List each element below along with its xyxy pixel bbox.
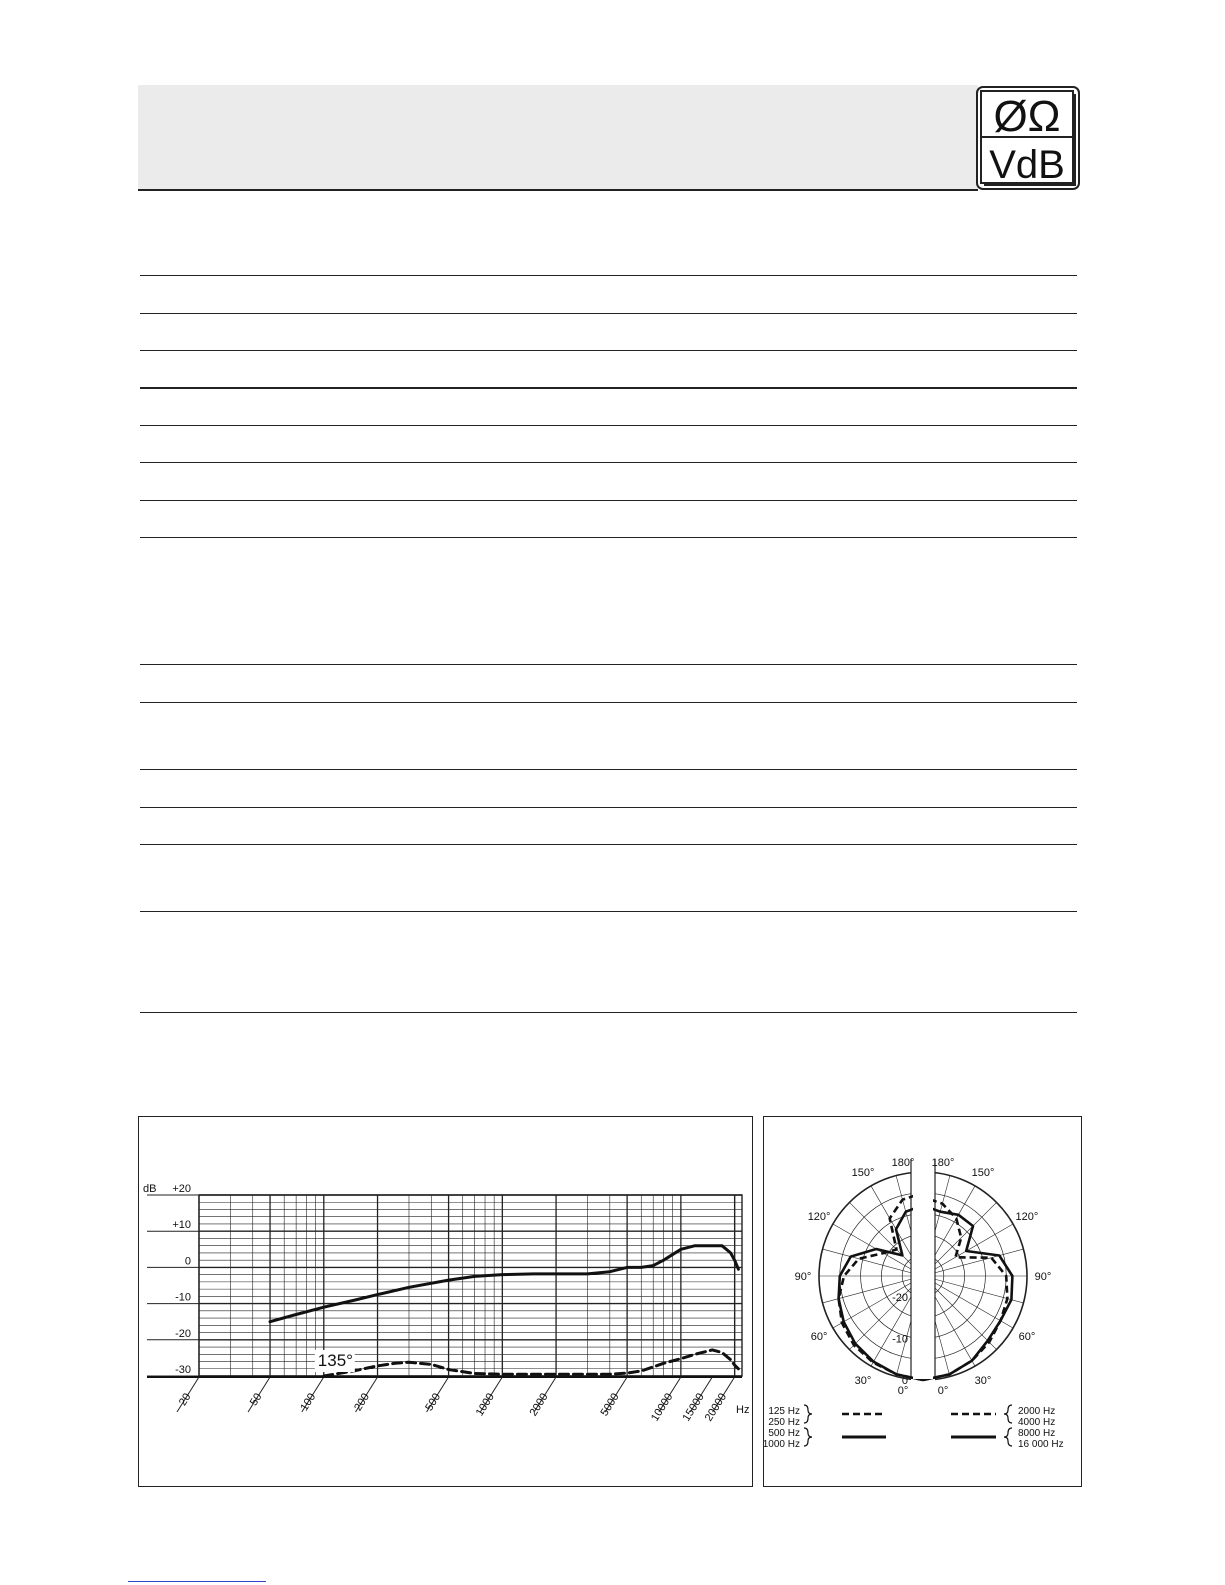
logo-bottom-text: VdB [989, 143, 1065, 187]
polar-series [839, 1159, 1013, 1380]
legend-label: 4000 Hz [1018, 1417, 1056, 1428]
frequency-response-chart [139, 1117, 752, 1486]
legend-brace [1004, 1405, 1012, 1423]
x-tick-label: 50 [247, 1391, 265, 1408]
series-line-0 [270, 1246, 738, 1322]
x-tick-label: 200 [352, 1391, 373, 1414]
angle-label: 180° [891, 1157, 915, 1169]
frequency-response-panel [138, 1116, 753, 1487]
polar-spoke [833, 1276, 923, 1328]
x-tick-label: 10000 [649, 1391, 676, 1424]
legend-label: 125 Hz [768, 1406, 800, 1417]
angle-label: 60° [810, 1331, 828, 1343]
angle-label: 120° [807, 1211, 831, 1223]
table-row-rule [140, 350, 1077, 351]
y-tick-labels [172, 1183, 191, 1376]
polar-pattern-panel [763, 1116, 1082, 1487]
table-row-rule [140, 807, 1077, 808]
y-tick-label: -10 [175, 1291, 191, 1304]
table-row-rule [140, 275, 1077, 276]
polar-legend [764, 1405, 1064, 1450]
table-row-rule [140, 425, 1077, 426]
center-strip-mask [913, 1159, 933, 1379]
series-line-135 [324, 1350, 739, 1376]
y-axis-label: dB [143, 1183, 157, 1195]
plot-frame [199, 1195, 742, 1376]
table-row-rule [140, 664, 1077, 665]
x-axis-unit: Hz [736, 1404, 750, 1416]
angle-label: 150° [851, 1167, 875, 1180]
x-tick-label: 2000 [527, 1391, 551, 1419]
x-tick-label: 20000 [702, 1391, 730, 1424]
table-row-rule [140, 537, 1077, 538]
x-tick-label: 100 [298, 1391, 319, 1414]
table-row-rule [140, 911, 1077, 912]
radial-label: 0 [901, 1375, 908, 1387]
x-tick-label: 5000 [598, 1391, 622, 1419]
table-row-rule [140, 500, 1077, 501]
footer-link-underline[interactable] [128, 1581, 266, 1582]
x-tick-label: 1000 [473, 1391, 497, 1419]
table-row-rule [140, 313, 1077, 314]
angle-label: 90° [1034, 1271, 1052, 1283]
polar-pattern-chart [764, 1117, 1081, 1486]
angle-label: 90° [794, 1271, 812, 1283]
angle-label: 30° [854, 1374, 872, 1387]
x-tick-labels [177, 1377, 735, 1424]
y-tick-label: +10 [172, 1219, 191, 1232]
y-tick-label: -20 [175, 1327, 191, 1340]
header-band [138, 85, 978, 191]
legend-label: 1000 Hz [764, 1439, 800, 1450]
logo-top-text: ØΩ [993, 92, 1061, 141]
y-tick-label: 0 [184, 1255, 191, 1268]
angle-label: 180° [931, 1157, 955, 1169]
legend-brace [804, 1405, 812, 1423]
polar-spoke [823, 1249, 923, 1276]
x-tick-label: 500 [423, 1391, 444, 1414]
angle-label: 30° [974, 1374, 992, 1387]
table-row-rule [140, 769, 1077, 770]
legend-label: 250 Hz [768, 1417, 800, 1428]
x-tick-label: 15000 [680, 1391, 707, 1424]
angle-label: 0° [937, 1385, 949, 1397]
legend-label: 8000 Hz [1018, 1428, 1056, 1439]
angle-label: 120° [1015, 1211, 1039, 1223]
angle-label: 150° [971, 1167, 995, 1180]
table-row-rule [140, 1012, 1077, 1013]
table-row-rule [140, 387, 1077, 389]
radial-label: -10 [892, 1333, 908, 1346]
y-tick-label: -30 [175, 1364, 191, 1376]
legend-label: 500 Hz [768, 1428, 800, 1439]
table-row-rule [140, 462, 1077, 463]
table-row-rule [140, 844, 1077, 845]
legend-label: 2000 Hz [1018, 1406, 1056, 1417]
legend-brace [804, 1428, 812, 1446]
radial-label: -20 [892, 1291, 908, 1304]
angle-label: 0° [897, 1385, 909, 1397]
brand-logo [976, 86, 1080, 190]
series-label: 135° [317, 1351, 353, 1370]
legend-brace [1004, 1428, 1012, 1446]
table-row-rule [140, 702, 1077, 703]
angle-label: 60° [1018, 1331, 1036, 1343]
x-tick-label: 20 [176, 1391, 194, 1408]
legend-label: 16 000 Hz [1018, 1439, 1064, 1450]
frequency-grid [147, 1195, 742, 1377]
y-tick-label: +20 [172, 1183, 191, 1195]
